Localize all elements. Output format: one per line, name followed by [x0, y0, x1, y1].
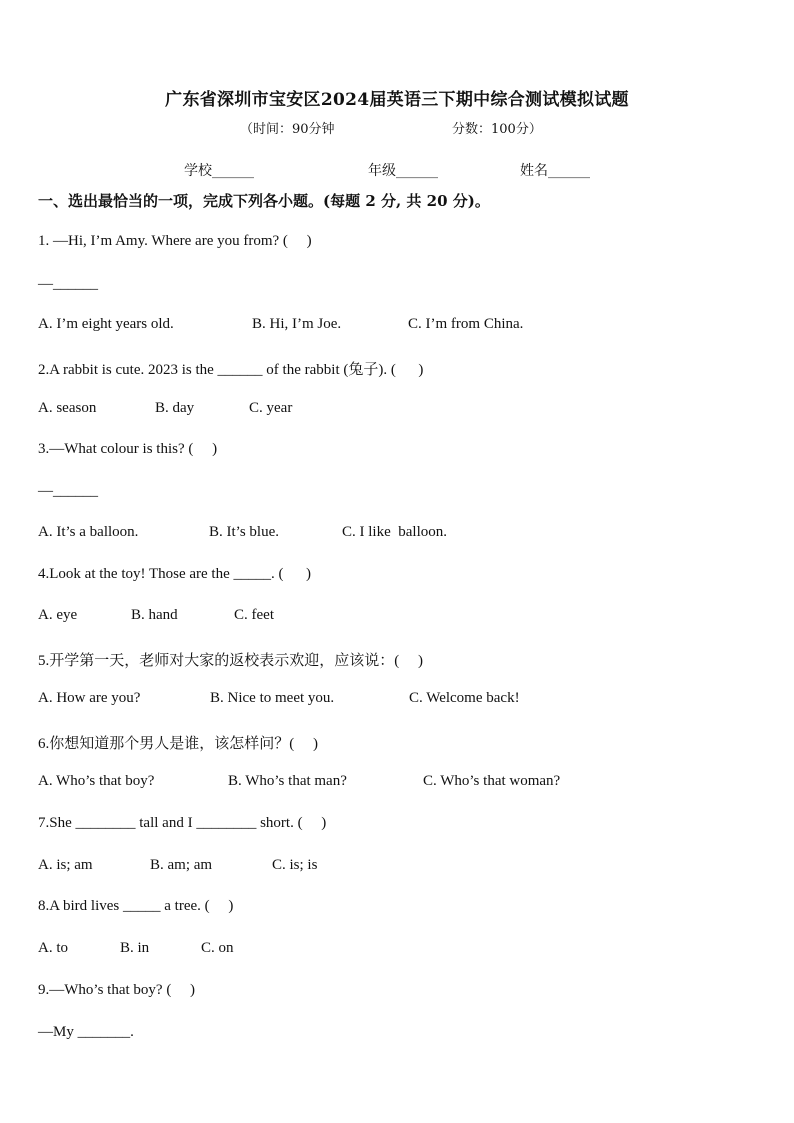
question-3-answer-line: —______: [38, 483, 98, 499]
question-8-stem: 8.A bird lives _____ a tree. ( ): [38, 898, 234, 914]
exam-score: 分数：100分）: [452, 122, 542, 137]
question-1-option-a: A. I’m eight years old.: [38, 316, 174, 332]
section-heading: 一、选出最恰当的一项，完成下列各小题。(每题 2 分, 共 20 分)。: [38, 192, 490, 210]
question-3-option-b: B. It’s blue.: [209, 524, 279, 540]
question-5-option-a: A. How are you?: [38, 690, 141, 706]
question-4-option-a: A. eye: [38, 607, 78, 623]
question-5-stem: 5.开学第一天，老师对大家的返校表示欢迎，应该说：( ): [38, 653, 423, 669]
question-5-option-c: C. Welcome back!: [409, 690, 520, 706]
question-2-stem: 2.A rabbit is cute. 2023 is the ______ of the rabbit (兔子). ( ): [38, 362, 424, 378]
exam-time: （时间：90分钟: [240, 122, 335, 137]
question-2-option-c: C. year: [249, 400, 293, 416]
question-5-option-b: B. Nice to meet you.: [210, 690, 335, 706]
question-6-stem: 6.你想知道那个男人是谁，该怎样问？( ): [38, 736, 318, 752]
question-2-option-a: A. season: [38, 400, 97, 416]
question-9-stem: 9.—Who’s that boy? ( ): [38, 982, 196, 998]
question-3-stem: 3.—What colour is this? ( ): [38, 441, 218, 457]
question-7-stem: 7.She ________ tall and I ________ short. ( ): [38, 815, 327, 831]
question-6-option-c: C. Who’s that woman?: [423, 773, 561, 789]
question-1-answer-line: —______: [38, 276, 98, 292]
question-3-option-a: A. It’s a balloon.: [38, 524, 139, 540]
question-8-option-c: C. on: [201, 940, 234, 956]
question-4-stem: 4.Look at the toy! Those are the _____. ( ): [38, 566, 311, 582]
question-8-option-a: A. to: [38, 940, 68, 956]
question-4-option-c: C. feet: [234, 607, 274, 623]
question-1-option-c: C. I’m from China.: [408, 316, 524, 332]
grade-field: 年级______: [368, 163, 438, 179]
exam-title: 广东省深圳市宝安区2024届英语三下期中综合测试模拟试题: [165, 90, 629, 110]
question-7-option-c: C. is; is: [272, 857, 318, 873]
question-6-option-a: A. Who’s that boy?: [38, 773, 155, 789]
question-7-option-b: B. am; am: [150, 857, 213, 873]
question-1-stem: 1. —Hi, I’m Amy. Where are you from? ( ): [38, 233, 312, 249]
question-3-option-c: C. I like balloon.: [342, 524, 447, 540]
name-field: 姓名______: [520, 163, 590, 179]
question-7-option-a: A. is; am: [38, 857, 93, 873]
question-4-option-b: B. hand: [131, 607, 178, 623]
question-9-answer-line: —My _______.: [38, 1024, 134, 1040]
school-field: 学校______: [184, 163, 254, 179]
question-6-option-b: B. Who’s that man?: [228, 773, 347, 789]
question-8-option-b: B. in: [120, 940, 150, 956]
question-1-option-b: B. Hi, I’m Joe.: [252, 316, 342, 332]
question-2-option-b: B. day: [155, 400, 195, 416]
